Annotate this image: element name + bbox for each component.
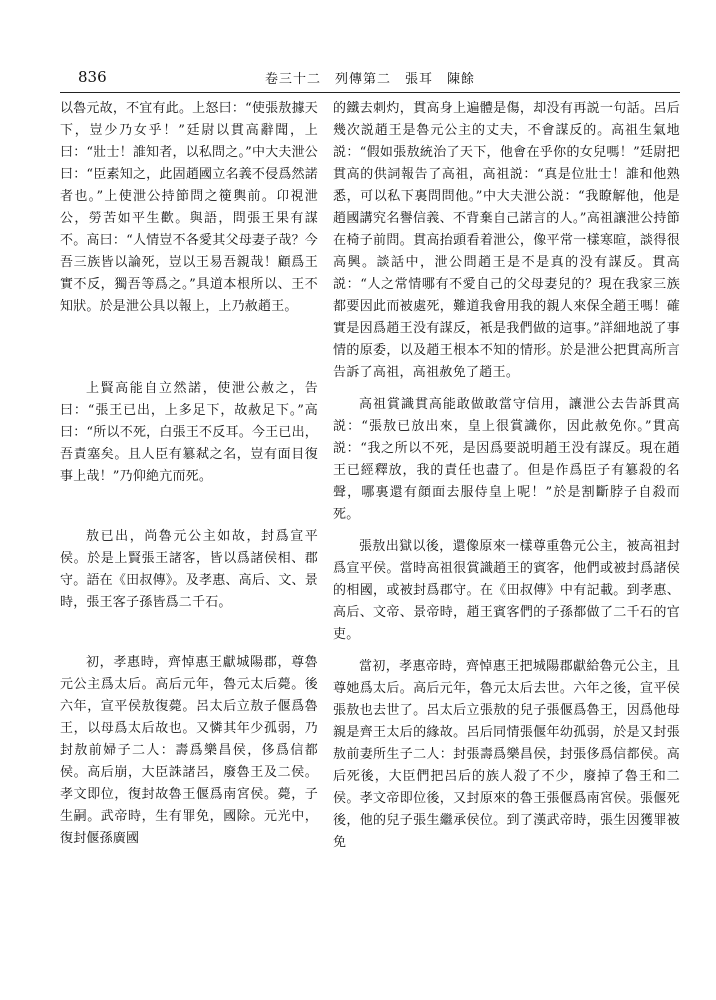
classical-paragraph: 上賢高能自立然諾，使泄公赦之，告曰：“張王已出，上多足下，故赦足下。”高曰：“所以不死，白張王不反耳。今王已出，吾責塞矣。且人臣有簒弒之名，豈有面目復事上哉！”乃仰絶亢而死。 (60, 381, 318, 484)
page-header (60, 60, 680, 90)
translation-column (333, 98, 680, 854)
classical-paragraph: 以魯元故，不宜有此。上怒曰：“使張敖據天下，豈少乃女乎！”廷尉以貫高辭聞，上曰：“壯士！誰知者，以私問之。”中大夫泄公曰：“臣素知之，此固趙國立名義不侵爲然諾者也。”上使泄公持節問之箯輿前。卬視泄公，勞苦如平生歡。與語，問張王果有謀不。高曰：“人情豈不各愛其父母妻子哉？今吾三族皆以論死，豈以王易吾親哉！顧爲王實不反，獨吾等爲之。”具道本根所以、王不知狀。於是泄公具以報上，上乃赦趙王。 (60, 101, 318, 314)
header-rule (60, 92, 680, 93)
classical-paragraph: 初，孝惠時，齊悼惠王獻城陽郡，尊魯元公主爲太后。高后元年，魯元太后薨。後六年，宣平侯敖復薨。呂太后立敖子偃爲魯王，以母爲太后故也。又憐其年少孤弱，乃封敖前婦子二人：壽爲樂昌侯，侈爲信都侯。高后崩，大臣誅諸呂，廢魯王及二侯。孝文即位，復封故魯王偃爲南宮侯。薨，子生嗣。武帝時，生有罪免，國除。元光中，復封偃孫廣國 (60, 655, 318, 846)
running-title: 卷三十二 列傳第二 張耳 陳餘 (264, 72, 475, 87)
page-number: 836 (78, 68, 107, 86)
translation-paragraph: 張敖出獄以後，還像原來一樣尊重魯元公主，被高祖封爲宣平侯。當時高祖很賞識趙王的賓客，他們或被封爲諸侯的相國，或被封爲郡守。在《田叔傳》中有記載。到孝惠、高后、文帝、景帝時，趙王賓客們的子孫都做了二千石的官吏。 (333, 539, 680, 642)
classical-text-column (60, 98, 318, 850)
translation-paragraph: 的鐵去刺灼，貫高身上遍體是傷，却没有再説一句話。呂后幾次説趙王是魯元公主的丈夫，不會謀反的。高祖生氣地説：“假如張敖統治了天下，他會在乎你的女兒嗎！”廷尉把貫高的供詞報告了高祖，高祖説：“真是位壯士！誰和他熟悉，可以私下裏問問他。”中大夫泄公説：“我瞭解他，他是趙國講究名譽信義、不背棄自己諾言的人。”高祖讓泄公持節在椅子前問。貫高抬頭看着泄公，像平常一樣寒暄，談得很高興。談話中，泄公問趙王是不是真的没有謀反。貫高説：“人之常情哪有不愛自己的父母妻兒的？現在我家三族都要因此而被處死，難道我會用我的親人來保全趙王嗎！確實是因爲趙王没有謀反，衹是我們做的這事。”詳細地説了事情的原委，以及趙王根本不知的情形。於是泄公把貫高所言告訴了高祖，高祖赦免了趙王。 (333, 101, 680, 380)
translation-paragraph: 當初，孝惠帝時，齊悼惠王把城陽郡獻給魯元公主，且尊她爲太后。高后元年，魯元太后去世。六年之後，宣平侯張敖也去世了。呂太后立張敖的兒子張偃爲魯王，因爲他母親是齊王太后的緣故。呂后同情張偃年幼孤弱，於是又封張敖前妻所生子二人：封張壽爲樂昌侯，封張侈爲信都侯。高后死後，大臣們把呂后的族人殺了不少，廢掉了魯王和二侯。孝文帝即位後，又封原來的魯王張偃爲南宮侯。張偃死後，他的兒子張生繼承侯位。到了漢武帝時，張生因獲罪被免 (333, 659, 680, 850)
translation-paragraph: 高祖賞識貫高能敢做敢當守信用，讓泄公去告訴貫高説：“張敖已放出來，皇上很賞識你，因此赦免你。”貫高説：“我之所以不死，是因爲要説明趙王没有謀反。現在趙王已經釋放，我的責任也盡了。但是作爲臣子有簒殺的名聲，哪裏還有顔面去服侍皇上呢！”於是割斷脖子自殺而死。 (333, 397, 680, 522)
classical-paragraph: 敖已出，尚魯元公主如故，封爲宣平侯。於是上賢張王諸客，皆以爲諸侯相、郡守。語在《田叔傳》。及孝惠、高后、文、景時，張王客子孫皆爲二千石。 (60, 529, 318, 610)
